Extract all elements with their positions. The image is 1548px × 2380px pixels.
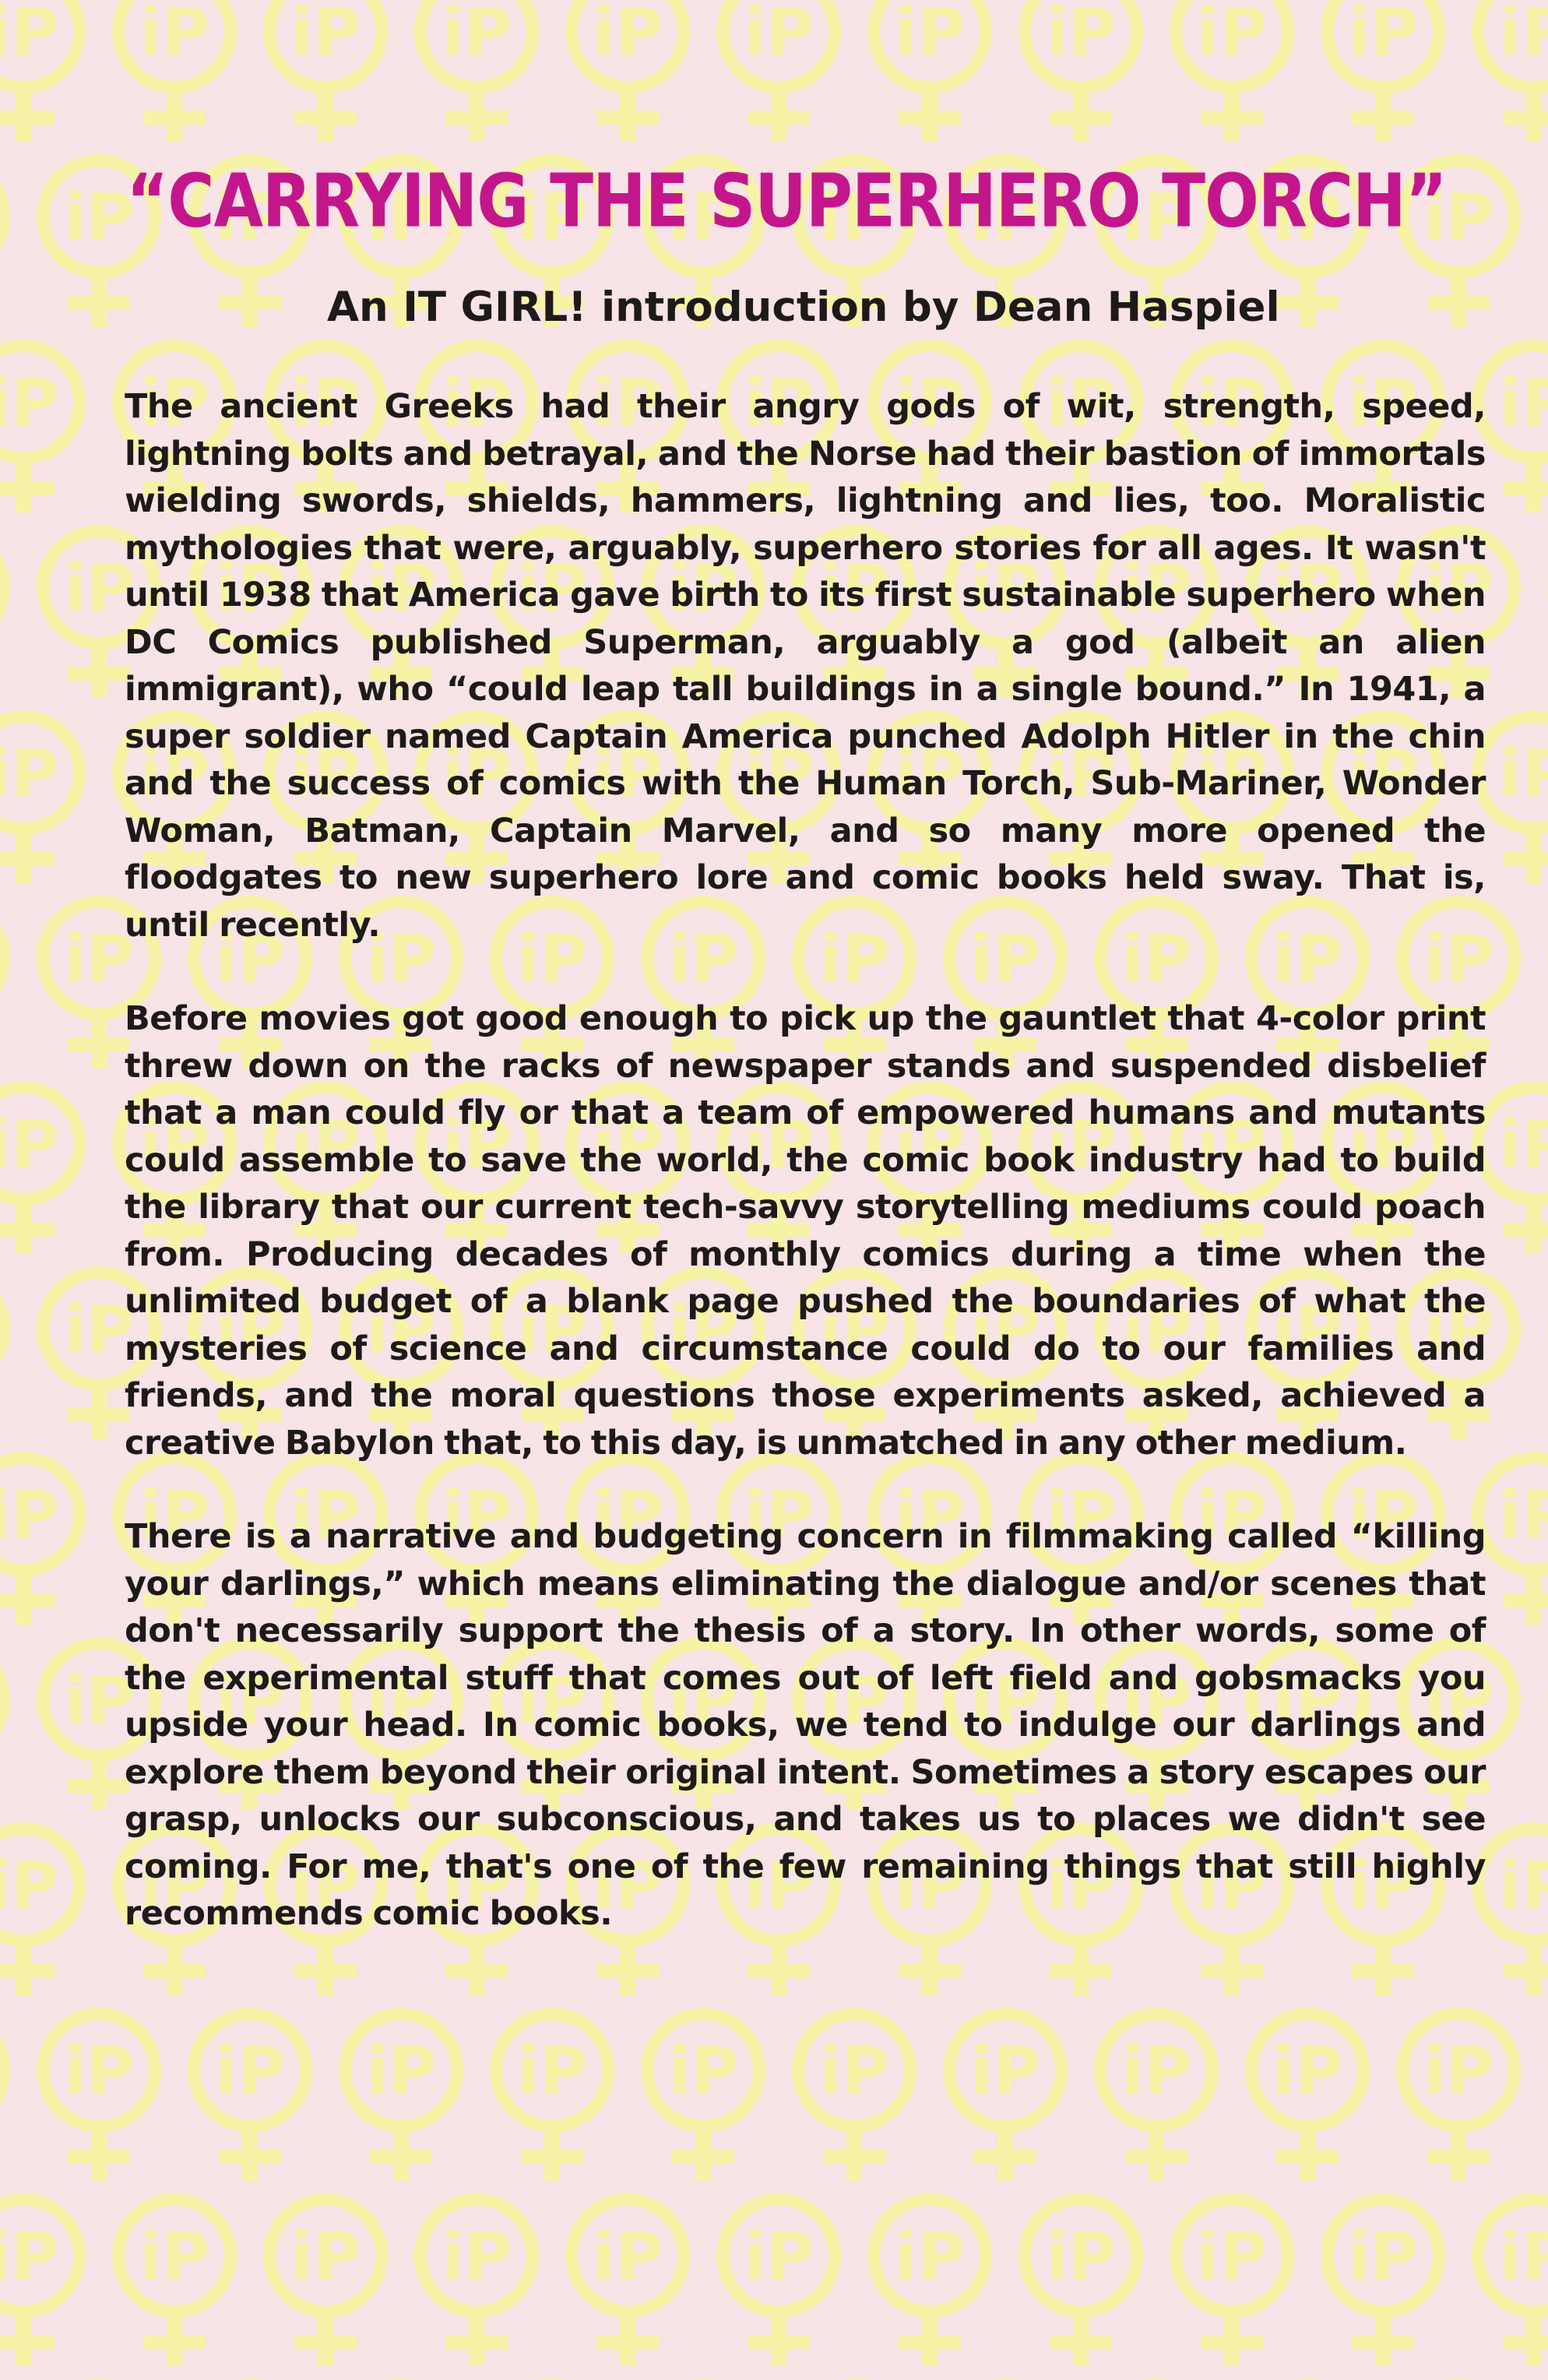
article-body (125, 383, 1486, 1984)
page-title: “CARRYING THE SUPERHERO TORCH” (126, 159, 1447, 245)
page-subtitle: An IT GIRL! introduction by Dean Haspiel (327, 283, 1280, 331)
paragraph-3: There is a narrative and budgeting concern in filmmaking called “killing your darlings,” which means eliminating the dialogue and/or scenes that don't necessarily support the thesis of a story. In other words, some of the experimental stuff that comes out of left field and gobsmacks you upside your head. In comic books, we tend to indulge our darlings and explore them beyond their original intent. Sometimes a story escapes our grasp, unlocks our subconscious, and takes us to places we didn't see coming. For me, that's one of the few remaining things that still highly recommends comic books. (125, 1517, 1486, 1933)
paragraph-2: Before movies got good enough to pick up the gauntlet that 4-color print threw down on the racks of newspaper stands and suspended disbelief that a man could fly or that a team of empowered humans and mutants could assemble to save the world, the comic book industry had to build the library that our current tech-savvy storytelling mediums could poach from. Producing decades of monthly comics during a time when the unlimited budget of a blank page pushed the boundaries of what the mysteries of science and circumstance could do to our families and friends, and the moral questions those experiments asked, achieved a creative Babylon that, to this day, is unmatched in any other medium. (125, 999, 1486, 1463)
paragraph-1: The ancient Greeks had their angry gods of wit, strength, speed, lightning bolts and betrayal, and the Norse had their bastion of immortals wielding swords, shields, hammers, lightning and lies, too. Moralistic mythologies that were, arguably, superhero stories for all ages. It wasn't until 1938 that America gave birth to its first sustainable superhero when DC Comics published Superman, arguably a god (albeit an alien immigrant), who “could leap tall buildings in a single bound.” In 1941, a super soldier named Captain America punched Adolph Hitler in the chin and the success of comics with the Human Torch, Sub-Mariner, Wonder Woman, Batman, Captain Marvel, and so many more opened the floodgates to new superhero lore and comic books held sway. That is, until recently. (125, 387, 1486, 945)
